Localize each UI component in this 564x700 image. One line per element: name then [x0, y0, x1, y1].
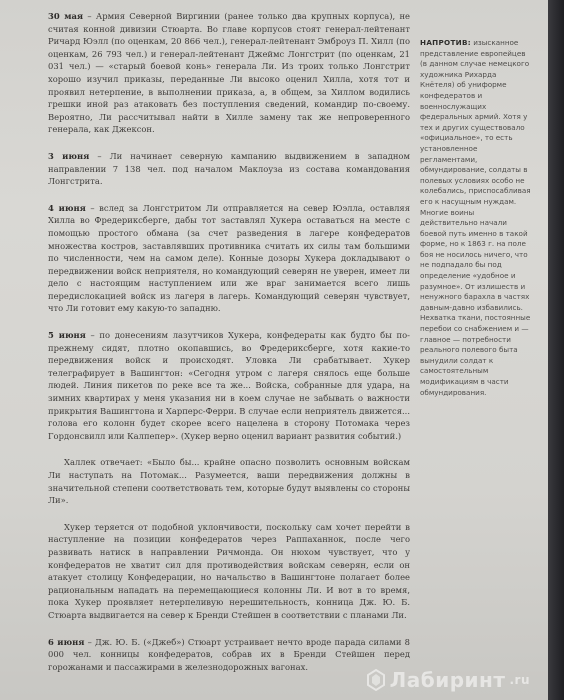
entry-date: 5 июня [48, 330, 86, 341]
caption-text: изысканное представление европейцев (в данном случае немецкого художника Рихарда Кнётеля) об униформе конфедератов и военнослужащих федеральных армий. Хотя у тех и других существовало «официальное», то есть установленное регламентами, обмундирование, солдаты в полевых условиях особо не колебались, приспосабливая его к насущным нуждам. Многие воины действительно начали боевой путь именно в такой форме, но к 1863 г. на поле боя не носилось ничего, что не подпадало бы под определение «удобное и разумное». От излишеств и ненужного барахла в частях давным-давно избавились. Нехватка ткани, постоянные перебои со снабжением и — главное — потребности реального полевого быта вынудили солдат к самостоятельным модификациям в части обмундирования. [420, 38, 531, 397]
entry-june-5: 5 июня – по донесениям лазутчиков Хукера, конфедераты как будто бы по-прежнему сидят, плотно окопавшись, во Фредериксберге, хотя какие-то передвижения войск и происходят. Уловка Ли срабатывает. Хукер телеграфирует в Вашингтон: «Сегодня утром с лагеря снялось еще больше людей. Линия пикетов по реке все та же... Войска, собранные для удара, на зимних квартирах у меня указания ни в коем случае не забывать о важности прикрытия Вашингтона и Харперс-Ферри. В случае если неприятель движется... голова его колонн будет скорее всего нацелена в сторону Потомака через Гордонсвилл или Калпепер». (Хукер верно оценил вариант развития событий.) [48, 330, 410, 441]
page-edge-shadow [548, 0, 564, 700]
entry-text: вслед за Лонгстритом Ли отправляется на север Юэлла, оставляя Хилла во Фредериксберге, дабы тот заставлял Хукера оставаться на месте с помощью простого обмана (за счет разведения в лагере конфедератов множества костров, заставлявших противника считать их силы там большими по численности, чем на самом деле). Конные дозоры Хукера докладывают о передвижении войск неприятеля, но командующий северян не уверен, имеет ли дело с настоящим наступлением или же враг занимается всего лишь передислокацией войск из лагеря в лагерь. Командующий северян чувствует, что Ли готовит ему какую-то западню. [48, 202, 410, 314]
entry-text: Армия Северной Виргинии (ранее только два крупных корпуса), не считая конной дивизии Стюарта. Во главе корпусов стоят генерал-лейтенант Ричард Юэлл (по оценкам, 20 866 чел.), генерал-лейтенант Эмброуз П. Хилл (по оценкам, 26 793 чел.) и генерал-лейтенант Джеймс Лонгстрит (по оценкам, 21 031 чел.) — «старый боевой конь» генерала Ли. Из троих только Лонгстрит хорошо изучил приказы, переданные Ли высоко оценил Хилла, хотя тот и проявил нетерпение, в выполнении приказа, а, в общем, за Хиллом водились грешки иной раз атаковать без поступления сведений, командир по-своему. Вероятно, Ли рассчитывал найти в Хилле замену так же непроверенного генерала, как Джексон. [48, 11, 410, 135]
watermark [366, 668, 530, 692]
entry-halleck-reply [48, 456, 410, 506]
sidebar-caption [420, 38, 532, 398]
entry-date: 4 июня [48, 202, 86, 213]
entry-date: 6 июня [48, 636, 85, 647]
labirint-logo-icon [366, 669, 386, 691]
entry-may-30: 30 мая – Армия Северной Виргинии (ранее только два крупных корпуса), не считая конной дивизии Стюарта. Во главе корпусов стоят генерал-лейтенант Ричард Юэлл (по оценкам, 20 866 чел.), генерал-лейтенант Эмброуз П. Хилл (по оценкам, 26 793 чел.) и генерал-лейтенант Джеймс Лонгстрит (по оценкам, 21 031 чел.) — «старый боевой конь» генерала Ли. Из троих только Лонгстрит хорошо изучил приказы, переданные Ли высоко оценил Хилла, хотя тот и проявил нетерпение, в выполнении приказа, а, в общем, за Хиллом водились грешки иной раз атаковать без поступления сведений, командир по-своему. Вероятно, Ли рассчитывал найти в Хилле замену так же непроверенного генерала, как Джексон. [48, 11, 410, 135]
entry-june-3: 3 июня – Ли начинает северную кампанию выдвижением в западном направлении 7 138 чел. под началом Маклоуза из состава командования Лонгстрита. [48, 150, 410, 187]
watermark-tld: .ru [509, 673, 530, 687]
entry-text: Хукер теряется от подобной уклончивости, поскольку сам хочет перейти в наступление на позиции конфедератов через Раппаханнок, после чего развивать натиск в направлении Ричмонда. Он нюхом чувствует, что у конфедератов не хватит сил для противодействия войскам северян, если он атакует столицу Конфедерации, но начальство в Вашингтоне полагает более рациональным нападать на перемещающиеся колонны Ли. И вот в то время, пока Хукер проявляет нетерпеливую нерешительность, конница Дж. Ю. Б. Стюарта выдвигается на север к Бренди Стейшен в соответствии с планами Ли. [48, 521, 410, 620]
entry-date: 30 мая [48, 11, 84, 21]
entry-text: по донесениям лазутчиков Хукера, конфедераты как будто бы по-прежнему сидят, плотно окопавшись, во Фредериксберге, хотя какие-то передвижения войск и происходят. Уловка Ли срабатывает. Хукер телеграфирует в Вашингтон: «Сегодня утром с лагеря снялось еще больше людей. Линия пикетов по реке все та же... Войска, собранные для удара, на зимних квартирах у меня указания ни в коем случае не забывать о важности прикрытия Вашингтона и Харперс-Ферри. В случае если неприятель движется... голова его колонн будет скорее всего нацелена в сторону Потомака через Гордонсвилл или Калпепер». (Хукер верно оценил вариант развития событий.) [48, 330, 410, 441]
watermark-text: Лабиринт [389, 668, 506, 692]
entry-june-4: 4 июня – вслед за Лонгстритом Ли отправляется на север Юэлла, оставляя Хилла во Фредериксберге, дабы тот заставлял Хукера оставаться на месте с помощью простого обмана (за счет разведения в лагере конфедератов множества костров, заставлявших противника считать их силы там большими по численности, чем на самом деле). Конные дозоры Хукера докладывают о передвижении войск неприятеля, но командующий северян не уверен, имеет ли дело с настоящим наступлением или же враг занимается всего лишь передислокацией войск из лагеря в лагерь. Командующий северян чувствует, что Ли готовит ему какую-то западню. [48, 202, 410, 314]
chronology-column [48, 10, 410, 687]
entry-date: 3 июня [48, 150, 90, 161]
entry-june-6: 6 июня – Дж. Ю. Б. («Джеб») Стюарт устраивает нечто вроде парада силами 8 000 чел. конницы конфедератов, собрав их в Бренди Стейшен перед горожанами и пассажирами в железнодорожных вагонах. [48, 636, 410, 672]
entry-hooker-hesitation [48, 521, 410, 622]
entry-text: Халлек отвечает: «Было бы... крайне опасно позволить основным войскам Ли наступать на Потомак... Разумеется, ваши передвижения должны в значительной степени соответствовать тем, которые будут выявлены со стороны Ли». [48, 457, 410, 506]
entry-text: Ли начинает северную кампанию выдвижением в западном направлении 7 138 чел. под началом Маклоуза из состава командования Лонгстрита. [48, 150, 410, 187]
entry-text: Дж. Ю. Б. («Джеб») Стюарт устраивает нечто вроде парада силами 8 000 чел. конницы конфедератов, собрав их в Бренди Стейшен перед горожанами и пассажирами в железнодорожных вагонах. [48, 636, 410, 672]
caption-heading: НАПРОТИВ: [420, 38, 471, 47]
